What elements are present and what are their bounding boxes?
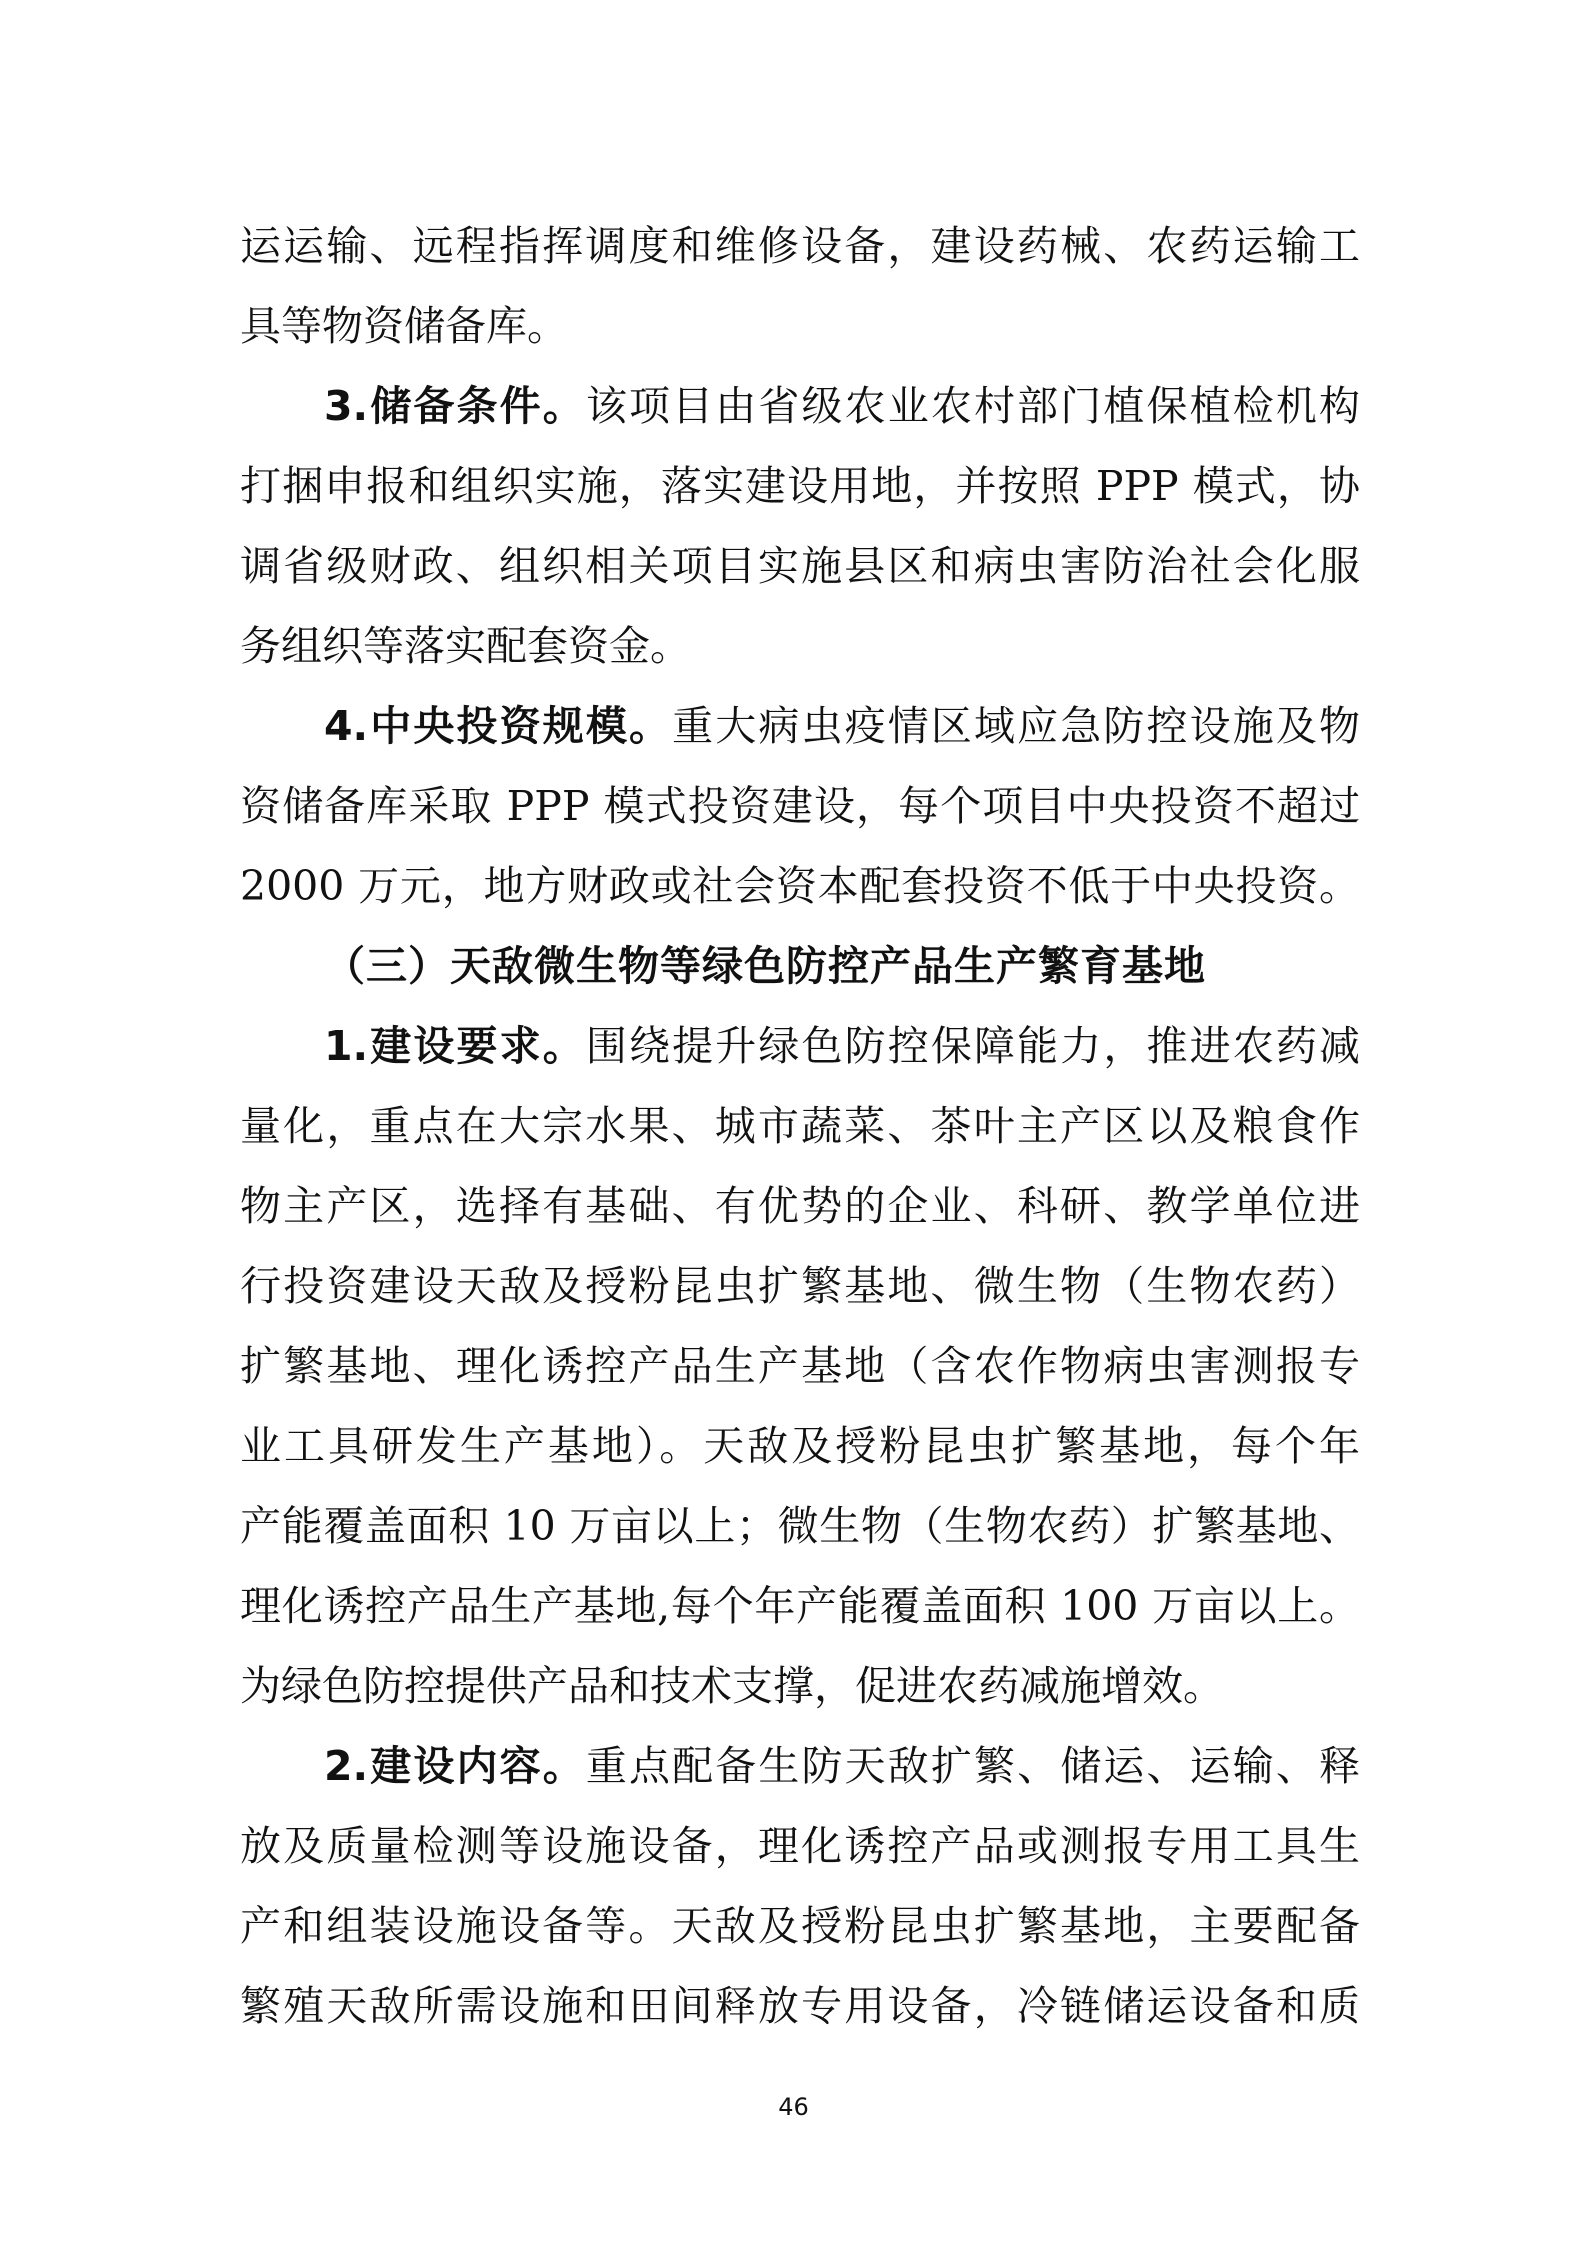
body-line: 打捆申报和组织实施，落实建设用地，并按照 PPP 模式，协	[240, 462, 1360, 510]
page-number: 46	[778, 2093, 809, 2121]
body-line: 理化诱控产品生产基地,每个年产能覆盖面积 100 万亩以上。	[240, 1582, 1360, 1630]
paragraph-first-line	[324, 1006, 1360, 1086]
paragraph-text: 该项目由省级农业农村部门植保植检机构	[585, 382, 1360, 430]
body-line: 扩繁基地、理化诱控产品生产基地（含农作物病虫害测报专	[240, 1342, 1360, 1390]
paragraph-first-line	[324, 366, 1360, 446]
body-line: 运运输、远程指挥调度和维修设备，建设药械、农药运输工	[240, 222, 1360, 270]
body-line: 具等物资储备库。	[240, 302, 568, 350]
paragraph-lead: 1.建设要求。	[324, 1022, 586, 1070]
paragraph-first-line	[324, 1726, 1360, 1806]
body-line: 为绿色防控提供产品和技术支撑，促进农药减施增效。	[240, 1662, 1224, 1710]
body-line: 放及质量检测等设施设备，理化诱控产品或测报专用工具生	[240, 1822, 1360, 1870]
body-line: 业工具研发生产基地）。天敌及授粉昆虫扩繁基地，每个年	[240, 1422, 1360, 1470]
paragraph-text: 围绕提升绿色防控保障能力，推进农药减	[585, 1022, 1360, 1070]
body-line: 物主产区，选择有基础、有优势的企业、科研、教学单位进	[240, 1182, 1360, 1230]
paragraph-text: 重点配备生防天敌扩繁、储运、运输、释	[585, 1742, 1360, 1790]
body-line: 务组织等落实配套资金。	[240, 622, 691, 670]
body-line: 行投资建设天敌及授粉昆虫扩繁基地、微生物（生物农药）	[240, 1262, 1360, 1310]
body-line: 繁殖天敌所需设施和田间释放专用设备，冷链储运设备和质	[240, 1982, 1360, 2030]
paragraph-text: 重大病虫疫情区域应急防控设施及物	[672, 702, 1360, 750]
paragraph-first-line	[324, 686, 1360, 766]
body-line: 2000 万元，地方财政或社会资本配套投资不低于中央投资。	[240, 862, 1360, 910]
paragraph-lead: 4.中央投资规模。	[324, 702, 673, 750]
body-line: 资储备库采取 PPP 模式投资建设，每个项目中央投资不超过	[240, 782, 1360, 830]
body-line: 调省级财政、组织相关项目实施县区和病虫害防治社会化服	[240, 542, 1360, 590]
section-heading: （三）天敌微生物等绿色防控产品生产繁育基地	[324, 942, 1206, 990]
body-line: 量化，重点在大宗水果、城市蔬菜、茶叶主产区以及粮食作	[240, 1102, 1360, 1150]
body-line: 产能覆盖面积 10 万亩以上；微生物（生物农药）扩繁基地、	[240, 1502, 1360, 1550]
paragraph-lead: 3.储备条件。	[324, 382, 586, 430]
body-line: 产和组装设施设备等。天敌及授粉昆虫扩繁基地，主要配备	[240, 1902, 1360, 1950]
paragraph-lead: 2.建设内容。	[324, 1742, 586, 1790]
